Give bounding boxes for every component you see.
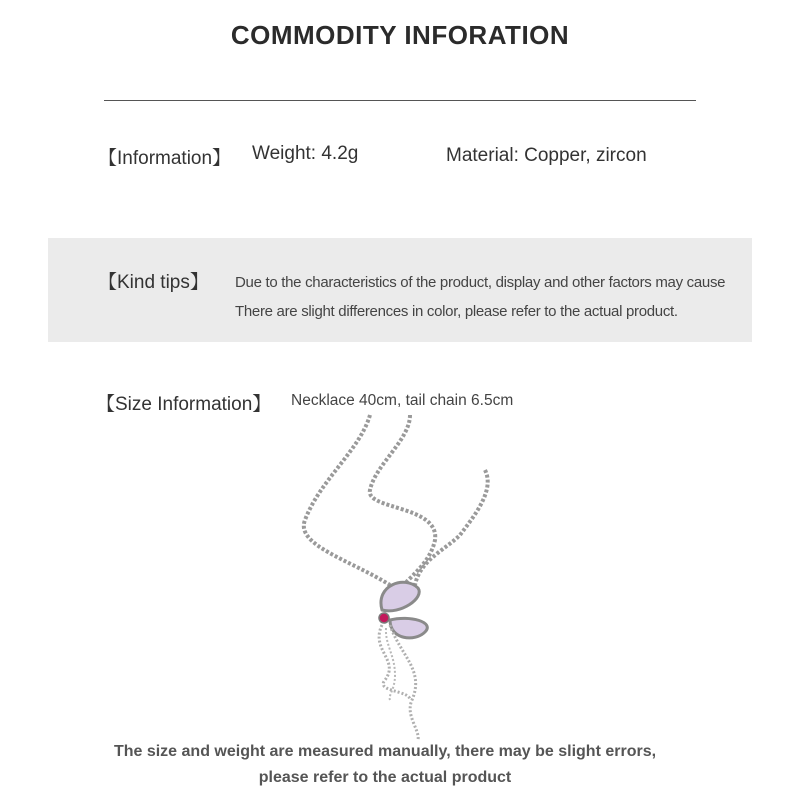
weight-value: Weight: 4.2g <box>252 143 359 164</box>
kind-tips-label: 【Kind tips】 <box>98 272 209 293</box>
chain-strand-right <box>415 470 488 585</box>
tail-chain-right <box>390 625 418 740</box>
bow-wing-upper <box>381 582 419 611</box>
necklace-image <box>290 410 530 750</box>
footer-line-2: please refer to the actual product <box>258 769 512 786</box>
material-value: Material: Copper, zircon <box>446 145 647 166</box>
chain-strand-left <box>304 415 390 585</box>
footer-note <box>0 739 770 791</box>
kind-tips-text <box>235 268 725 326</box>
kind-tips-line-1: Due to the characteristics of the product, display and other factors may cause <box>235 274 726 291</box>
divider <box>104 100 696 101</box>
size-information-label: 【Size Information】 <box>96 394 272 415</box>
footer-line-1: The size and weight are measured manually, there may be slight errors, <box>113 743 657 760</box>
pendant-stone <box>379 613 389 623</box>
page-title: COMMODITY INFORATION <box>230 20 570 50</box>
bow-wing-lower <box>390 618 427 638</box>
information-label: 【Information】 <box>98 148 232 169</box>
size-information-value: Necklace 40cm, tail chain 6.5cm <box>291 392 514 409</box>
kind-tips-line-2: There are slight differences in color, please refer to the actual product. <box>235 303 678 320</box>
